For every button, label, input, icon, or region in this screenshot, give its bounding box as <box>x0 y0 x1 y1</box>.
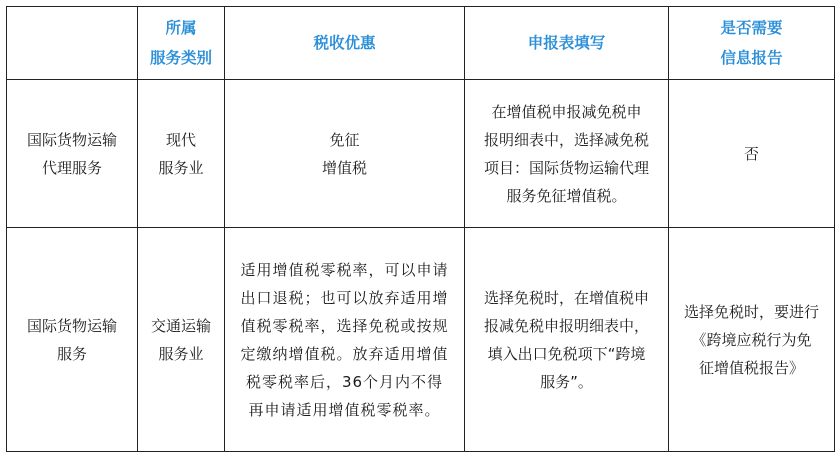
benefit-line: 再申请适用增值税零税率。 <box>248 400 441 419</box>
benefit-cell <box>225 80 465 228</box>
header-tax-benefit: 税收优惠 <box>225 7 465 80</box>
filing-line: 项目：国际货物运输代理 <box>483 158 649 177</box>
item-line: 国际货物运输 <box>26 316 117 335</box>
header-category-line2: 服务类别 <box>149 49 212 67</box>
filing-line: 报明细表中，选择减免税 <box>483 130 649 149</box>
benefit-line: 税零税率后，36个月内不得 <box>245 372 444 391</box>
benefit-line: 值税零税率，选择免税或按规 <box>240 316 449 335</box>
filing-cell <box>465 80 669 228</box>
filing-line: 服务免征增值税。 <box>506 186 627 205</box>
table-row <box>7 80 835 228</box>
filing-line: 选择免税时，在增值税申 <box>483 288 649 307</box>
benefit-line: 定缴纳增值税。放弃适用增值 <box>240 344 449 363</box>
category-cell <box>138 80 225 228</box>
header-category <box>138 7 225 80</box>
header-report-required <box>669 7 835 80</box>
tax-benefit-table <box>6 6 835 452</box>
benefit-line: 适用增值税零税率，可以申请 <box>240 260 449 279</box>
item-line: 服务 <box>56 344 87 363</box>
benefit-line: 增值税 <box>321 158 367 177</box>
category-line: 服务业 <box>158 158 204 177</box>
report-line: 征增值税报告》 <box>698 358 804 377</box>
header-item <box>7 7 138 80</box>
item-cell <box>7 80 138 228</box>
header-row <box>7 7 835 80</box>
category-line: 交通运输 <box>150 316 211 335</box>
filing-line: 报减免税申报明细表中， <box>483 316 649 335</box>
report-line: 《跨境应税行为免 <box>691 330 812 349</box>
benefit-cell <box>225 228 465 452</box>
category-line: 服务业 <box>158 344 204 363</box>
header-report-line2: 信息报告 <box>720 49 783 67</box>
item-cell <box>7 228 138 452</box>
category-line: 现代 <box>165 130 196 149</box>
header-category-line1: 所属 <box>165 19 197 37</box>
header-report-line1: 是否需要 <box>720 19 783 37</box>
filing-line: 服务”。 <box>540 372 593 391</box>
benefit-line: 出口退税；也可以放弃适用增 <box>240 288 449 307</box>
header-filing: 申报表填写 <box>465 7 669 80</box>
filing-line: 填入出口免税项下“跨境 <box>487 344 646 363</box>
filing-line: 在增值税申报减免税申 <box>491 102 642 121</box>
filing-cell <box>465 228 669 452</box>
benefit-line: 免征 <box>329 130 360 149</box>
item-line: 国际货物运输 <box>26 130 117 149</box>
table-row <box>7 228 835 452</box>
category-cell <box>138 228 225 452</box>
report-cell: 否 <box>669 80 835 228</box>
report-cell <box>669 228 835 452</box>
item-line: 代理服务 <box>41 158 102 177</box>
report-line: 选择免税时，要进行 <box>683 302 819 321</box>
